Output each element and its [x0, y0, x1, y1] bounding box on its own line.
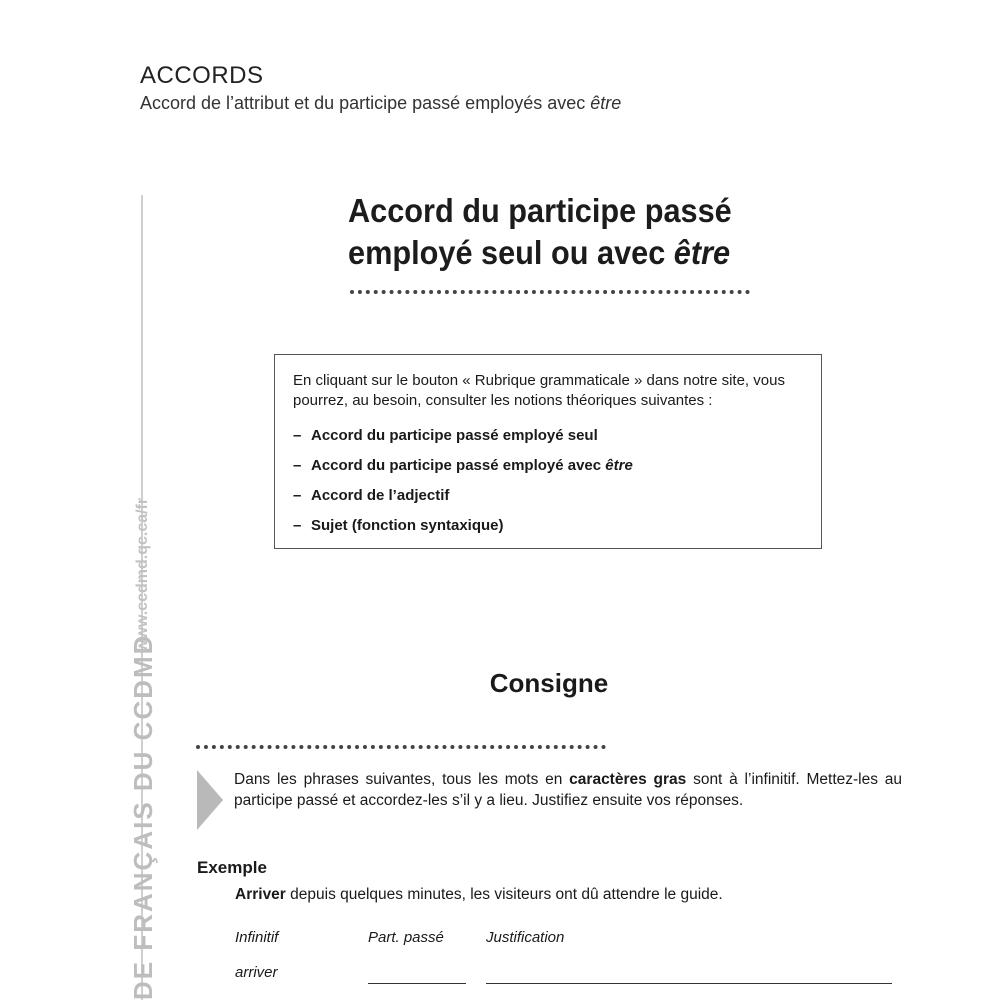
info-list-item — [293, 511, 803, 541]
info-item-text: Sujet (fonction syntaxique) — [311, 517, 504, 534]
info-list-item — [293, 481, 803, 511]
info-list — [293, 421, 803, 541]
info-item-italic: être — [605, 457, 633, 474]
example-sentence — [235, 886, 723, 904]
consigne-text — [234, 769, 902, 811]
dash-marker: – — [293, 517, 302, 534]
example-verb: Arriver — [235, 886, 286, 903]
info-list-item — [293, 451, 803, 481]
title-dotted-rule — [350, 290, 750, 294]
example-label: Exemple — [197, 858, 267, 877]
section-subtitle-italic: être — [590, 93, 622, 113]
info-item-text: Accord du participe passé employé seul — [311, 427, 598, 444]
arrow-right-icon — [197, 770, 223, 830]
page-title-line-2 — [348, 232, 732, 274]
dash-marker: – — [293, 427, 302, 444]
info-item-text: Accord de l’adjectif — [311, 487, 450, 504]
consigne-text-bold: caractères gras — [569, 771, 687, 788]
info-list-item — [293, 421, 803, 451]
side-brand-text: DE FRANÇAIS DU CCDMD — [128, 633, 158, 1000]
page-title — [348, 190, 732, 274]
page-title-line-2-text: employé seul ou avec — [348, 234, 674, 271]
column-header-infinitif: Infinitif — [235, 929, 279, 946]
page-title-line-2-italic: être — [673, 234, 731, 271]
dash-marker: – — [293, 457, 302, 474]
side-url-text: www.ccdmd.qc.ca/fr — [134, 497, 151, 652]
consigne-text-start: Dans les phrases suivantes, tous les mots en — [234, 771, 570, 788]
column-header-part-passe: Part. passé — [368, 929, 444, 946]
consigne-text-end: sont à l’infinitif. Mettez-les au participe passé et accordez-les s’il y a lieu. Justifiez ensuite vos réponses. — [234, 771, 902, 809]
dash-marker: – — [293, 487, 302, 504]
section-title: ACCORDS — [140, 62, 264, 89]
consigne-heading: Consigne — [489, 668, 609, 698]
info-item-text: Accord du participe passé employé avec — [311, 457, 606, 474]
info-box — [274, 354, 822, 549]
column-header-justification: Justification — [486, 929, 565, 946]
page-title-line-1: Accord du participe passé — [348, 192, 732, 229]
example-row-infinitive: arriver — [235, 964, 278, 981]
example-sentence-rest: depuis quelques minutes, les visiteurs ont dû attendre le guide. — [285, 886, 723, 903]
section-subtitle-text: Accord de l’attribut et du participe passé employés avec — [140, 93, 591, 113]
section-subtitle — [140, 93, 621, 114]
consigne-dotted-rule — [196, 745, 606, 749]
justification-answer-line[interactable] — [486, 983, 892, 984]
participle-answer-line[interactable] — [368, 983, 466, 984]
info-intro: En cliquant sur le bouton « Rubrique grammaticale » dans notre site, vous pourrez, au besoin, consulter les notions théoriques suivantes : — [293, 372, 785, 409]
